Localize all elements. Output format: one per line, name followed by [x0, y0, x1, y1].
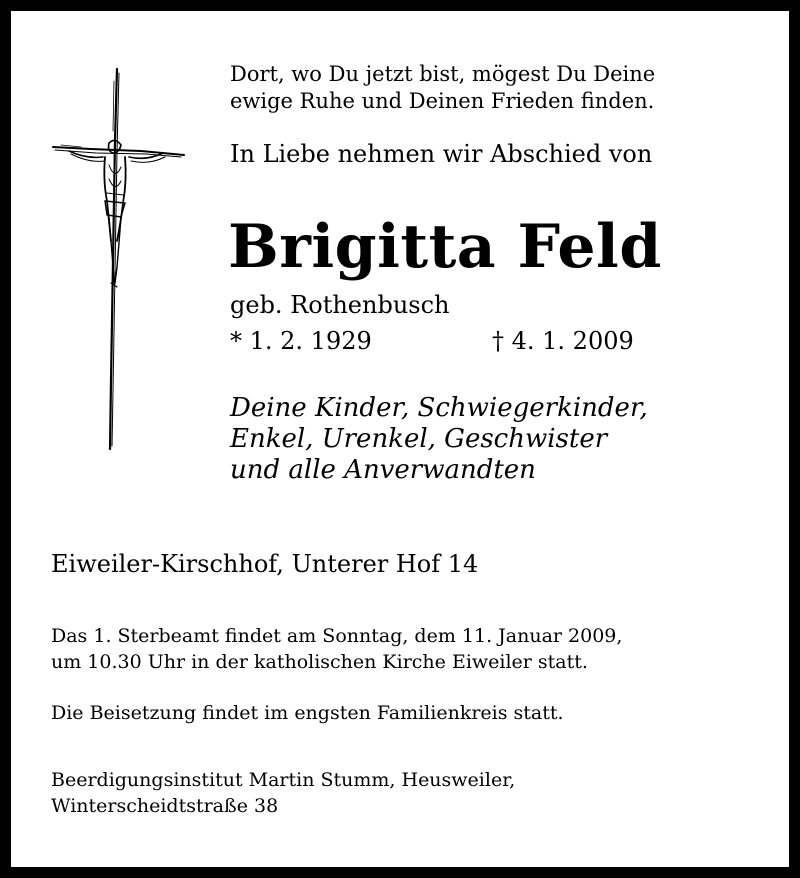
funeral-service — [51, 623, 622, 675]
undertaker — [51, 767, 515, 819]
quote-line-1: Dort, wo Du jetzt bist, mögest Du Deine — [230, 62, 656, 86]
family-address: Eiweiler-Kirschhof, Unterer Hof 14 — [51, 550, 479, 578]
deceased-name: Brigitta Feld — [228, 212, 662, 282]
mourners-line-3: und alle Anverwandten — [230, 455, 536, 485]
quote — [230, 61, 655, 115]
mourners-line-1: Deine Kinder, Schwiegerkinder, — [230, 393, 648, 423]
mourners — [230, 393, 648, 486]
mourners-line-2: Enkel, Urenkel, Geschwister — [230, 424, 608, 454]
crucifix-icon — [51, 61, 186, 451]
intro-text: In Liebe nehmen wir Abschied von — [230, 140, 653, 168]
life-dates — [230, 326, 670, 356]
burial-notice: Die Beisetzung findet im engsten Familienkreis statt. — [51, 702, 564, 724]
undertaker-line-1: Beerdigungsinstitut Martin Stumm, Heusweiler, — [51, 769, 516, 791]
service-line-1: Das 1. Sterbeamt findet am Sonntag, dem 11. Januar 2009, — [51, 625, 623, 647]
death-date: † 4. 1. 2009 — [492, 327, 634, 355]
quote-line-2: ewige Ruhe und Deinen Frieden finden. — [230, 89, 655, 113]
maiden-name: geb. Rothenbusch — [230, 291, 450, 319]
undertaker-line-2: Winterscheidtstraße 38 — [51, 795, 279, 817]
birth-date: * 1. 2. 1929 — [230, 327, 372, 355]
service-line-2: um 10.30 Uhr in der katholischen Kirche Eiweiler statt. — [51, 651, 588, 673]
